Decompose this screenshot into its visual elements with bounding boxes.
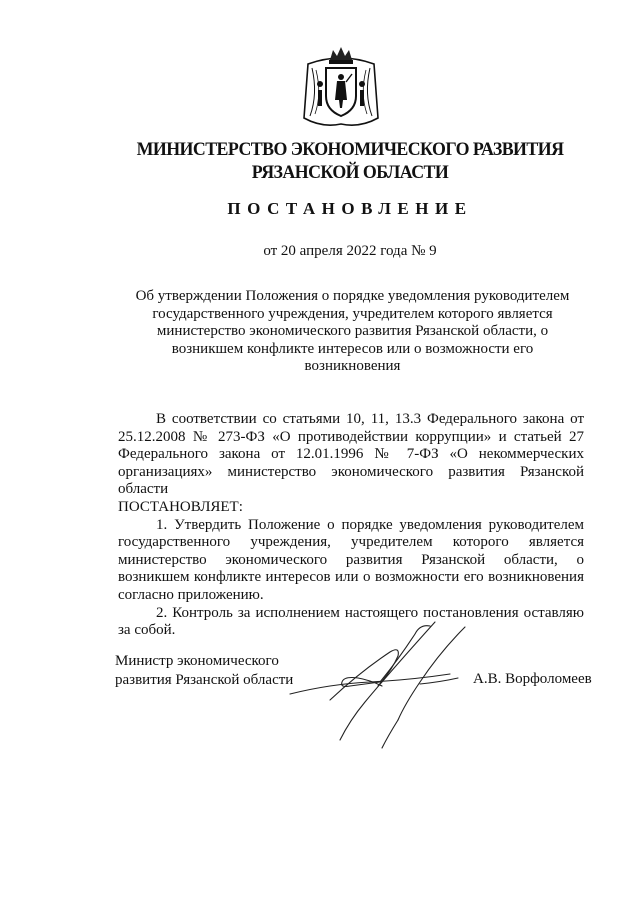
document-date: от 20 апреля 2022 года № 9 — [263, 243, 437, 259]
item-1-paragraph: 1. Утвердить Положение о порядке уведомления руководителем государственного учреждения, учредителем которого является министерство экономического развития Рязанской области, о возникшем конфликте интересов или о возможности его возникновения согласно приложению. — [118, 516, 584, 603]
handwritten-signature-icon — [270, 612, 500, 752]
document-body — [118, 411, 584, 640]
org-name-line1: МИНИСТЕРСТВО ЭКОНОМИЧЕСКОГО РАЗВИТИЯ — [136, 139, 564, 160]
preamble-paragraph: В соответствии со статьями 10, 11, 13.3 Федерального закона от 25.12.2008 № 273-ФЗ «О противодействии коррупции» и статьей 27 Федерального закона от 12.01.1996 № 7-ФЗ «О некоммерческих организациях» министерство экономического развития Рязанской области — [118, 411, 584, 498]
signer-title-line1: Министр экономического — [115, 653, 279, 669]
document-subject: Об утверждении Положения о порядке уведомления руководителем государственного учреждения, учредителем которого является министерство экономического развития Рязанской области, о возникшем конфликте интересов или о возможности его возникновения — [135, 288, 570, 374]
org-name-line2: РЯЗАНСКОЙ ОБЛАСТИ — [251, 162, 449, 183]
item-2-paragraph: 2. Контроль за исполнением настоящего постановления оставляю за собой. — [118, 604, 584, 639]
signer-title — [115, 652, 293, 690]
signer-name: А.В. Ворфоломеев — [473, 671, 592, 687]
signer-title-line2: развития Рязанской области — [115, 672, 294, 688]
decree-word: ПОСТАНОВЛЯЕТ: — [118, 498, 243, 515]
rayazan-coat-of-arms-icon — [300, 44, 382, 130]
document-type: ПОСТАНОВЛЕНИЕ — [227, 199, 473, 218]
